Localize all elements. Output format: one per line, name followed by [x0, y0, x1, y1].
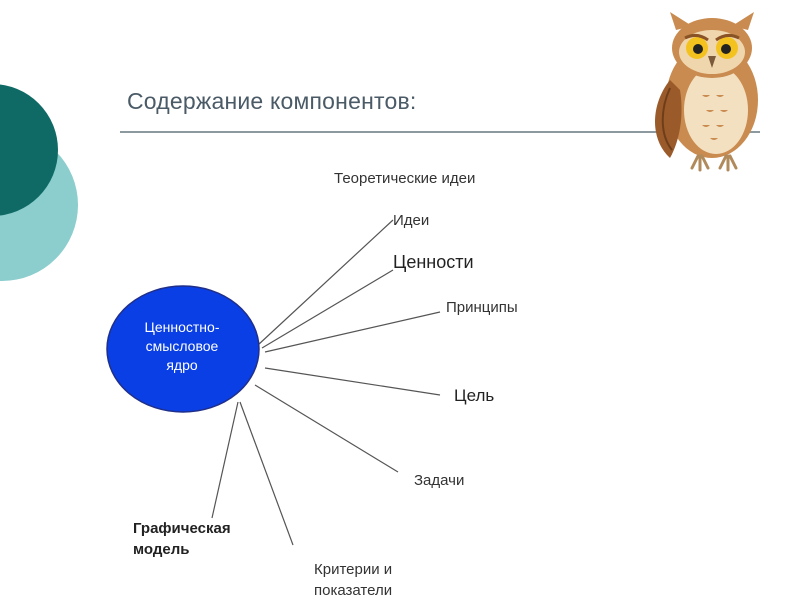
- label-goal: Цель: [454, 386, 495, 405]
- label-tasks: Задачи: [414, 472, 465, 489]
- label-graphic-model-line-1: Графическая: [133, 520, 231, 537]
- connector-principles: [265, 312, 440, 352]
- label-criteria-line-1: Критерии и: [314, 561, 393, 578]
- connector-goal: [265, 368, 440, 395]
- connector-values: [262, 270, 393, 348]
- label-criteria: [314, 559, 392, 601]
- core-label-line-1: Ценностно-: [144, 319, 220, 335]
- slide-title: Содержание компонентов:: [127, 88, 417, 114]
- core-label-line-3: ядро: [166, 357, 198, 373]
- owl-icon: [640, 10, 770, 175]
- label-values: Ценности: [393, 252, 474, 272]
- label-principles: Принципы: [446, 299, 518, 316]
- connector-graphic-model: [212, 402, 238, 518]
- label-criteria-line-2: показатели: [314, 582, 393, 599]
- label-graphic-model-line-2: модель: [133, 541, 190, 558]
- core-label: [107, 318, 257, 375]
- label-ideas: Идеи: [393, 212, 430, 229]
- connector-tasks: [255, 385, 398, 472]
- core-label-line-2: смысловое: [145, 338, 219, 354]
- label-graphic-model: [133, 518, 231, 560]
- connector-criteria: [240, 402, 293, 545]
- label-theoretical-ideas: Теоретические идеи: [334, 170, 476, 187]
